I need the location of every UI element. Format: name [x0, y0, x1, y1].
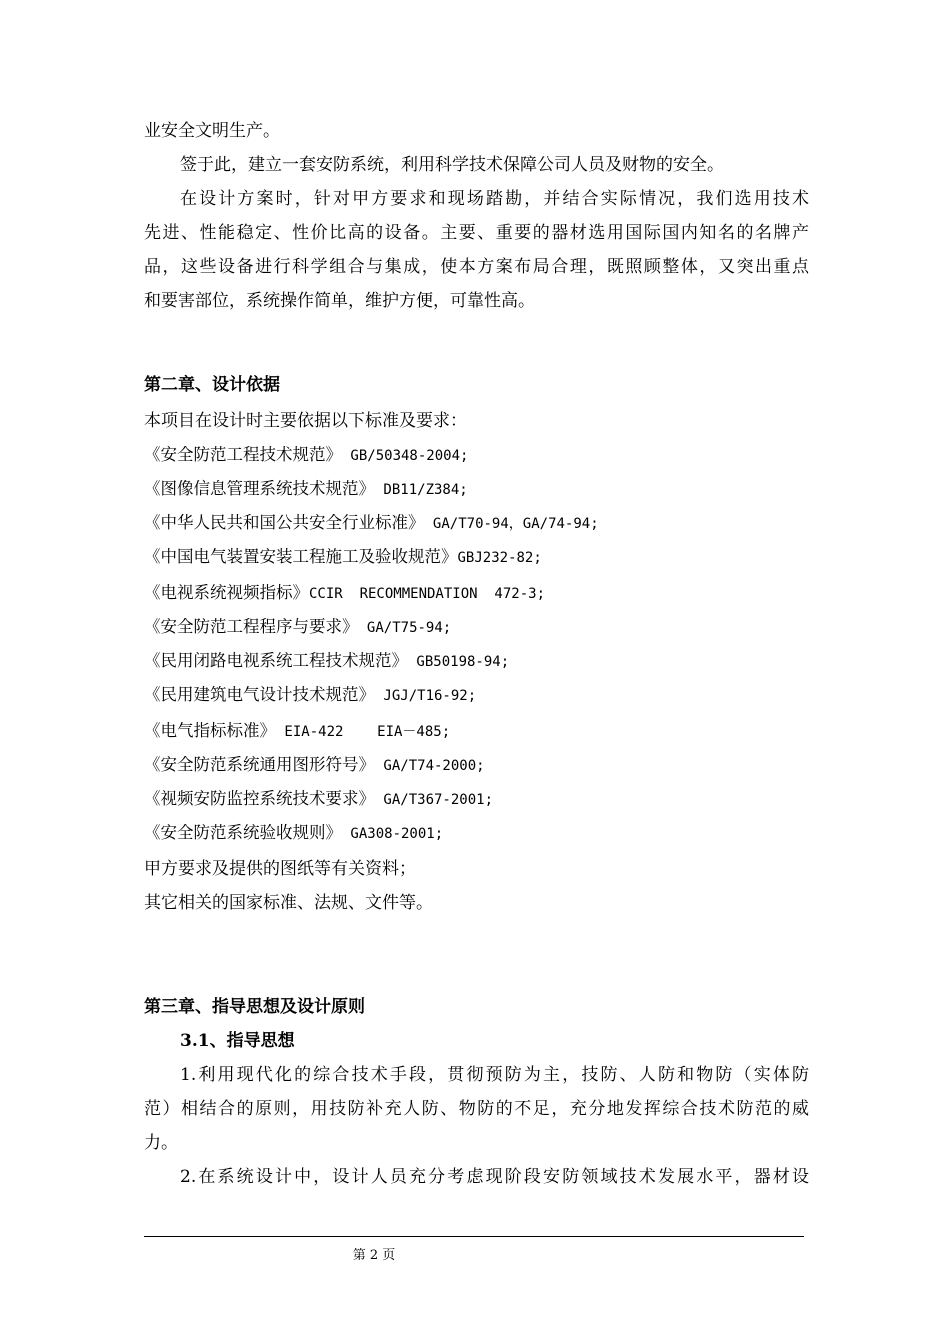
chapter-2-tail-2: 其它相关的国家标准、法规、文件等。 [144, 893, 433, 913]
intro-para-3-line-1: 在设计方案时，针对甲方要求和现场踏勘，并结合实际情况，我们选用技术 [180, 189, 809, 209]
standard-item: 《民用闭路电视系统工程技术规范》 GB50198-94; [144, 651, 510, 670]
intro-line-1: 业安全文明生产。 [144, 121, 280, 141]
page-number: 第 2 页 [352, 1248, 396, 1263]
section-3-1-title: 3.1、指导思想 [180, 1031, 295, 1051]
chapter-2-lead: 本项目在设计时主要依据以下标准及要求： [144, 411, 467, 431]
intro-line-2: 签于此，建立一套安防系统，利用科学技术保障公司人员及财物的安全。 [180, 155, 724, 175]
standard-item: 《中国电气装置安装工程施工及验收规范》GBJ232-82; [144, 547, 542, 566]
standard-item: 《安全防范系统验收规则》 GA308-2001; [144, 823, 444, 842]
chapter-2-title: 第二章、设计依据 [144, 375, 280, 395]
standard-item: 《安全防范工程程序与要求》 GA/T75-94; [144, 617, 452, 636]
item-1-line-3: 力。 [144, 1133, 178, 1153]
chapter-2-tail-1: 甲方要求及提供的图纸等有关资料； [144, 859, 416, 879]
standard-item: 《视频安防监控系统技术要求》 GA/T367-2001; [144, 789, 494, 808]
standard-item: 《民用建筑电气设计技术规范》 JGJ/T16-92; [144, 685, 477, 704]
intro-para-3-line-4: 和要害部位，系统操作简单，维护方便，可靠性高。 [144, 291, 535, 311]
standard-item: 《电视系统视频指标》CCIR RECOMMENDATION 472-3; [144, 583, 546, 602]
item-2-line-1: 2.在系统设计中，设计人员充分考虑现阶段安防领域技术发展水平，器材设 [180, 1167, 809, 1187]
standard-item: 《中华人民共和国公共安全行业标准》 GA/T70-94，GA/74-94; [144, 513, 599, 532]
item-1-line-2: 范）相结合的原则，用技防补充人防、物防的不足，充分地发挥综合技术防范的威 [144, 1099, 809, 1119]
standard-item: 《图像信息管理系统技术规范》 DB11/Z384; [144, 479, 468, 498]
chapter-3-title: 第三章、指导思想及设计原则 [144, 997, 365, 1017]
item-1-line-1: 1.利用现代化的综合技术手段，贯彻预防为主，技防、人防和物防（实体防 [180, 1065, 809, 1085]
standard-item: 《电气指标标准》 EIA-422 EIA－485; [144, 721, 451, 740]
intro-para-3-line-2: 先进、性能稳定、性价比高的设备。主要、重要的器材选用国际国内知名的名牌产 [144, 223, 809, 243]
standard-item: 《安全防范系统通用图形符号》 GA/T74-2000; [144, 755, 485, 774]
standard-item: 《安全防范工程技术规范》 GB/50348-2004; [144, 445, 469, 464]
footer-rule [144, 1236, 804, 1237]
intro-para-3-line-3: 品，这些设备进行科学组合与集成，使本方案布局合理，既照顾整体，又突出重点 [144, 257, 809, 277]
